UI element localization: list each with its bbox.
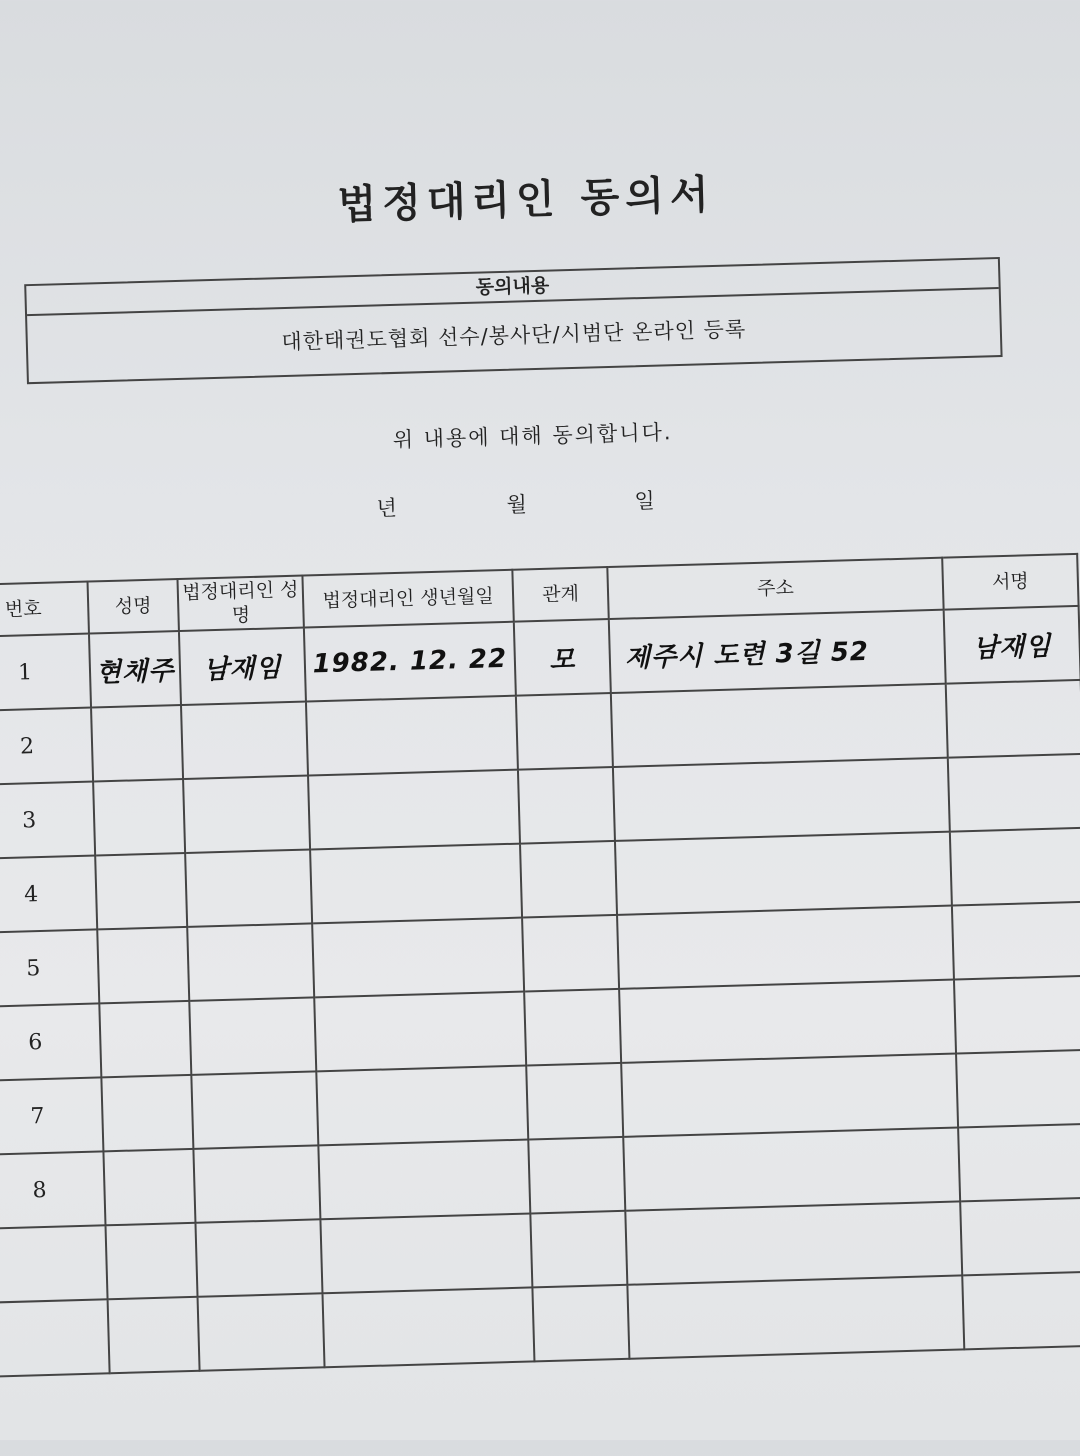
relation-cell	[530, 1211, 627, 1288]
consent-content-box	[24, 257, 1002, 384]
address-cell	[621, 1054, 958, 1137]
address-cell	[625, 1201, 962, 1284]
relation-cell	[524, 989, 621, 1066]
row-number-cell: 1	[0, 634, 91, 712]
signature-cell	[952, 902, 1080, 980]
name-cell	[93, 779, 185, 855]
row-number-cell	[0, 1299, 110, 1377]
name-cell	[101, 1075, 193, 1151]
address-cell: 제주시 도련 3길 52	[609, 610, 946, 693]
guardian-birth-cell	[322, 1287, 534, 1367]
name-cell	[95, 853, 187, 929]
name-cell	[91, 705, 183, 781]
date-day-label: 일	[634, 488, 656, 514]
relation-cell	[526, 1063, 623, 1140]
header-guardian-birth: 법정대리인 생년월일	[302, 570, 513, 628]
guardian-birth-cell	[316, 1066, 528, 1146]
address-cell	[619, 980, 956, 1063]
guardian-name-cell	[198, 1293, 325, 1370]
row-number-cell: 6	[0, 1003, 101, 1081]
signature-cell	[950, 828, 1080, 906]
guardian-table	[0, 553, 1080, 1378]
row-number-cell	[0, 1225, 108, 1303]
guardian-name-cell	[195, 1219, 322, 1296]
relation-cell	[518, 767, 615, 844]
relation-cell	[532, 1285, 629, 1362]
row-number-cell: 5	[0, 929, 99, 1007]
signature-cell	[948, 754, 1080, 832]
row-number-cell: 4	[0, 855, 97, 933]
guardian-name-cell	[183, 776, 310, 853]
row-number-cell: 7	[0, 1077, 103, 1155]
row-number-cell: 2	[0, 708, 93, 786]
relation-cell	[522, 915, 619, 992]
guardian-name-cell	[191, 1071, 318, 1148]
name-cell	[105, 1223, 197, 1299]
guardian-name-cell	[189, 997, 316, 1074]
relation-cell	[528, 1137, 625, 1214]
guardian-birth-cell	[312, 918, 524, 998]
signature-cell: 남재임	[944, 606, 1080, 684]
header-guardian-name: 법정대리인 성명	[177, 576, 303, 631]
signature-cell	[958, 1124, 1080, 1202]
guardian-name-cell: 남재임	[179, 628, 306, 705]
table-body	[0, 606, 1080, 1377]
address-cell	[623, 1127, 960, 1210]
row-number-cell: 3	[0, 782, 95, 860]
guardian-birth-cell	[310, 844, 522, 924]
date-year-label: 년	[376, 495, 398, 521]
relation-cell: 모	[514, 619, 611, 696]
name-cell: 현채주	[89, 631, 181, 707]
relation-cell	[520, 841, 617, 918]
signature-cell	[946, 680, 1080, 758]
guardian-name-cell	[193, 1145, 320, 1222]
address-cell	[627, 1275, 964, 1358]
signature-cell	[960, 1198, 1080, 1276]
guardian-table-wrapper	[0, 553, 1080, 1378]
header-number: 번호	[0, 582, 89, 638]
address-cell	[615, 832, 952, 915]
signature-cell	[954, 976, 1080, 1054]
address-cell	[617, 906, 954, 989]
row-number-cell: 8	[0, 1151, 105, 1229]
guardian-name-cell	[187, 923, 314, 1000]
agreement-statement: 위 내용에 대해 동의합니다.	[392, 420, 673, 453]
name-cell	[97, 927, 189, 1003]
consent-heading: 동의내용	[26, 259, 998, 316]
guardian-birth-cell	[306, 696, 518, 776]
guardian-name-cell	[185, 849, 312, 926]
name-cell	[99, 1001, 191, 1077]
relation-cell	[516, 693, 613, 770]
date-line	[0, 473, 1075, 533]
header-signature: 서명	[942, 554, 1078, 610]
address-cell	[611, 684, 948, 767]
name-cell	[103, 1149, 195, 1225]
guardian-birth-cell	[308, 770, 520, 850]
signature-cell	[962, 1272, 1080, 1350]
header-relation: 관계	[512, 567, 608, 622]
date-month-label: 월	[506, 492, 528, 517]
header-address: 주소	[607, 558, 943, 619]
guardian-birth-cell	[314, 992, 526, 1072]
guardian-birth-cell	[320, 1213, 532, 1293]
guardian-name-cell	[181, 702, 308, 779]
address-cell	[613, 758, 950, 841]
guardian-birth-cell	[318, 1139, 530, 1219]
consent-content: 대한태권도협회 선수/봉사단/시범단 온라인 등록	[281, 317, 747, 355]
page-title: 법정대리인 동의서	[336, 171, 716, 229]
signature-cell	[956, 1050, 1080, 1128]
header-name: 성명	[88, 579, 179, 633]
guardian-birth-cell: 1982. 12. 22	[304, 622, 516, 702]
name-cell	[108, 1297, 200, 1373]
